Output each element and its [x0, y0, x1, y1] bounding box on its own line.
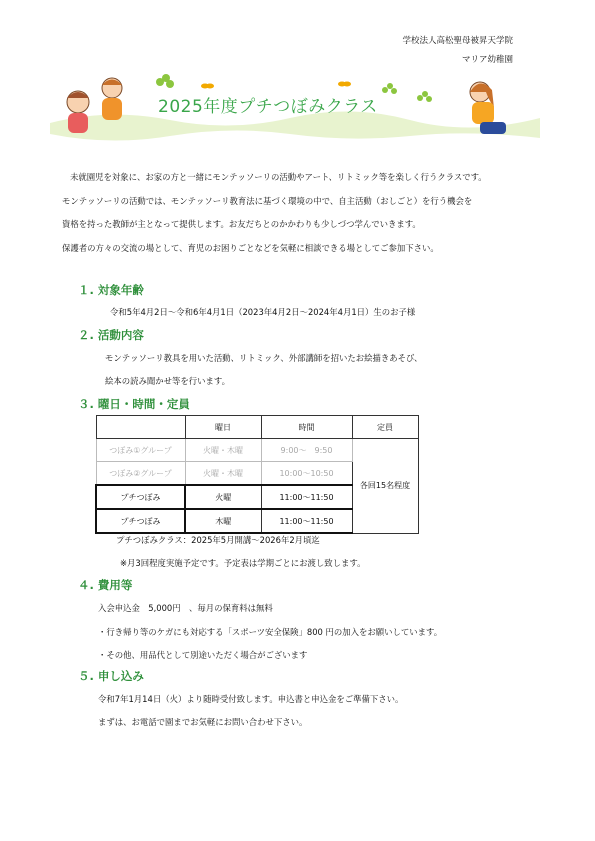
table-cell: 火曜 [185, 485, 261, 509]
table-cell: 10:00～10:50 [261, 462, 352, 486]
title-banner [50, 68, 540, 150]
section-heading-activities: ２. 活動内容 [78, 328, 144, 342]
school-corporation-name: 学校法人高松聖母被昇天学院 [402, 36, 513, 46]
application-text-line: まずは、お電話で園までお気軽にお問い合わせ下さい。 [98, 717, 308, 727]
table-row [96, 439, 418, 462]
page-title: 2025年度プチつぼみクラス [158, 97, 378, 117]
section-heading-application: ５. 申し込み [78, 669, 144, 683]
table-cell: プチつぼみ [96, 509, 185, 533]
fees-text-line: ・行き帰り等のケガにも対応する「スポーツ安全保険」800 円の加入をお願いしています。 [98, 627, 443, 637]
application-text-line: 令和7年1月14日（火）より随時受付致します。申込書と申込金をご準備下さい。 [98, 694, 404, 704]
table-cell: 11:00～11:50 [261, 509, 352, 533]
kindergarten-name: マリア幼稚園 [461, 55, 513, 65]
fees-text-line: 入会申込金 5,000円 、毎月の保育料は無料 [98, 603, 273, 613]
table-header-cell: 曜日 [185, 416, 261, 439]
schedule-table [95, 415, 419, 534]
intro-line: モンテッソーリの活動では、モンテッソーリ教育法に基づく環境の中で、自主活動（おしごと）を行う機会を [62, 195, 473, 206]
table-cell: 火曜・木曜 [185, 462, 261, 486]
schedule-note: プチつぼみクラス：2025年5月開講～2026年2月頃迄 [116, 535, 320, 545]
table-header-row [96, 416, 418, 439]
table-cell: 木曜 [185, 509, 261, 533]
section-heading-target-age: １. 対象年齢 [78, 283, 144, 297]
table-header-cell [96, 416, 185, 439]
intro-line: 未就園児を対象に、お家の方と一緒にモンテッソーリの活動やアート、リトミック等を楽しく行うクラスです。 [70, 172, 487, 182]
section-heading-schedule: ３. 曜日・時間・定員 [78, 397, 190, 411]
table-cell: つぼみ②グループ [96, 462, 185, 486]
table-cell: 11:00～11:50 [261, 485, 352, 509]
target-age-text: 令和5年4月2日～令和6年4月1日（2023年4月2日～2024年4月1日）生のお子様 [110, 307, 416, 317]
table-cell: つぼみ①グループ [96, 439, 185, 462]
table-header-cell: 時間 [261, 416, 352, 439]
capacity-cell: 各回15名程度 [352, 439, 418, 534]
organization-header [402, 32, 513, 70]
introduction [62, 166, 542, 260]
activities-text-line: モンテッソーリ教具を用いた活動、リトミック、外部講師を招いたお絵描きあそび、 [105, 353, 423, 363]
activities-text-line: 絵本の読み聞かせ等を行います。 [105, 376, 230, 386]
intro-line: 資格を持った教師が主となって提供します。お友だちとのかかわりも少しづつ学んでいきます。 [62, 219, 421, 229]
intro-line: 保護者の方々の交流の場として、育児のお困りごとなどを気軽に相談できる場としてご参加下さい。 [62, 242, 439, 253]
table-cell: 火曜・木曜 [185, 439, 261, 462]
table-cell: プチつぼみ [96, 485, 185, 509]
schedule-note: ※月3回程度実施予定です。予定表は学期ごとにお渡し致します。 [120, 558, 366, 568]
fees-text-line: ・その他、用品代として別途いただく場合がございます [98, 650, 308, 660]
table-header-cell: 定員 [352, 416, 418, 439]
table-cell: 9:00～ 9:50 [261, 439, 352, 462]
section-heading-fees: ４. 費用等 [78, 578, 133, 592]
